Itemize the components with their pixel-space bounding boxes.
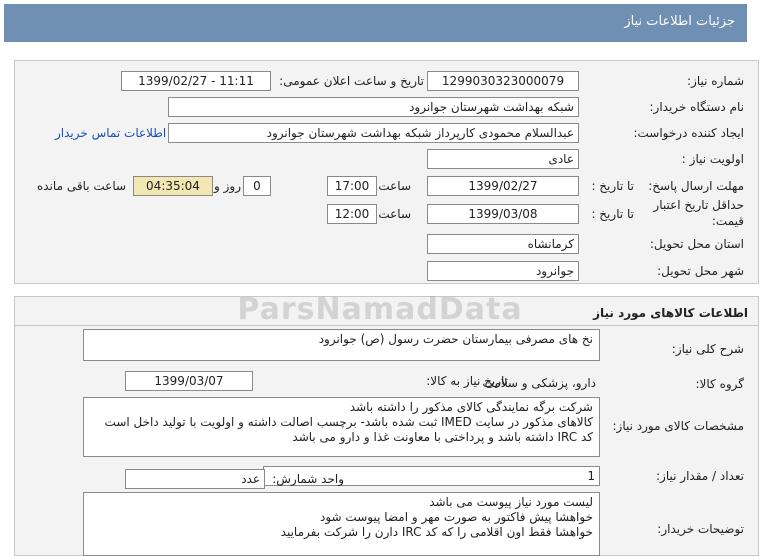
summary-label: شرح کلی نیاز: [671,342,744,356]
reply-deadline-label: مهلت ارسال پاسخ: [648,179,744,193]
reply-time-field: 17:00 [327,176,377,196]
buyer-notes-field [83,492,600,556]
quantity-label: تعداد / مقدار نیاز: [656,469,744,483]
watermark: ParsNamadData [237,292,523,327]
reply-to-date-label: تا تاریخ : [591,179,634,193]
specs-label: مشخصات کالای مورد نیاز: [612,419,744,433]
unit-field: عدد [125,469,265,489]
goods-group-label: گروه کالا: [695,377,744,391]
announce-date-label: تاریخ و ساعت اعلان عمومی: [279,74,424,88]
goods-group-field: دارو، پزشکی و سلامت [482,376,596,390]
quantity-field: 1 [263,466,600,486]
specs-line: کد IRC داشته باشد و پرداختی با معاونت غذا و دارو می باشد [292,430,593,444]
buyer-org-label: نام دستگاه خریدار: [649,100,744,114]
specs-line: شرکت برگه نمایندگی کالای مذکور را داشته باشد [349,400,593,414]
need-date-label: تاریخ نیاز به کالا: [426,374,508,388]
need-info-panel [14,60,759,284]
need-date-field: 1399/03/07 [125,371,253,391]
days-remaining-field: 0 [243,176,271,196]
buyer-notes-line: خواهشا پیش فاکتور به صورت مهر و امضا پیوست شود [320,510,593,524]
city-label: شهر محل تحویل: [657,264,744,278]
creator-label: ایجاد کننده درخواست: [633,126,744,140]
reply-date-field: 1399/02/27 [427,176,579,196]
priority-field: عادی [427,149,579,169]
days-label: روز و [214,179,241,193]
remaining-time-label: ساعت باقی مانده [37,179,127,193]
creator-field: عبدالسلام محمودی کارپرداز شبکه بهداشت شهرستان جوانرود [168,123,579,143]
goods-panel [14,296,759,556]
province-field: کرمانشاه [427,234,579,254]
section-divider [15,325,758,326]
page-title-bar [4,4,747,42]
province-label: استان محل تحویل: [649,237,744,251]
specs-line: کالاهای مذکور در سایت IMED ثبت شده باشد- برچسب اصالت داشته و اولویت با تولید داخل است [104,415,593,429]
buyer-notes-line: خواهشا فقط اون اقلامی را که کد IRC دارن را شرکت بفرمایید [280,525,593,539]
buyer-notes-label: توضیحات خریدار: [657,522,744,536]
need-number-label: شماره نیاز: [687,74,744,88]
summary-field: نخ های مصرفی بیمارستان حضرت رسول (ص) جوانرود [83,329,600,361]
remaining-time-field: 04:35:04 [133,176,213,196]
buyer-contact-link[interactable]: اطلاعات تماس خریدار [55,126,167,140]
need-number-field: 1299030323000079 [427,71,579,91]
validity-hour-label: ساعت [378,207,411,221]
priority-label: اولویت نیاز : [681,152,744,166]
reply-hour-label: ساعت [378,179,411,193]
buyer-notes-line: لیست مورد نیاز پیوست می باشد [429,495,593,509]
price-validity-label: حداقل تاریخ اعتبار قیمت: [653,198,744,228]
validity-time-field: 12:00 [327,204,377,224]
city-field: جوانرود [427,261,579,281]
page-title: جزئیات اطلاعات نیاز [624,14,735,29]
validity-to-date-label: تا تاریخ : [591,207,634,221]
buyer-org-field: شبکه بهداشت شهرستان جوانرود [168,97,579,117]
specs-field [83,397,600,457]
unit-label: واحد شمارش: [272,472,344,486]
goods-section-title: اطلاعات کالاهای مورد نیاز [593,306,748,320]
validity-date-field: 1399/03/08 [427,204,579,224]
announce-date-field: 1399/02/27 - 11:11 [121,71,271,91]
